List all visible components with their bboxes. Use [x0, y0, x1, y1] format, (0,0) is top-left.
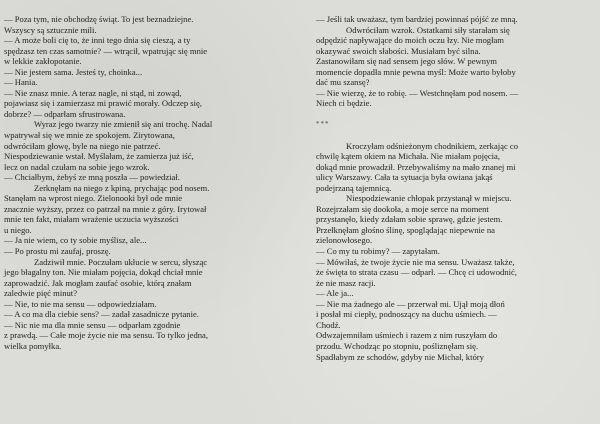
text-line: wielka pomyłka.	[4, 340, 62, 351]
text-line: znacznie wyższy, przez co patrzał na mnie z góry. Irytował	[4, 203, 207, 214]
text-line: u niego.	[4, 224, 32, 235]
text-line: — Jeśli tak uważasz, tym bardziej powinnaś pójść ze mną.	[316, 14, 518, 24]
text-line: Zastanowiłam się nad sensem jego słów. W pewnym	[316, 56, 497, 67]
text-line: — Hania.	[4, 77, 38, 88]
section-break: ***	[316, 120, 330, 129]
text-line: przystanęło, kiedy zdałam sobie sprawę, gdzie jestem.	[316, 214, 503, 225]
text-line: Niech ci będzie.	[316, 98, 372, 109]
text-line: dobrze? — odparłam sfrustrowana.	[4, 108, 126, 119]
text-line: Zadziwił mnie. Poczułam ukłucie w sercu, słysząc	[34, 256, 208, 267]
text-line: — A może boli cię to, że inni tego dnia się cieszą, a ty	[4, 35, 191, 46]
text-line: dać mu szansę?	[316, 77, 370, 88]
text-line: przodu. Wchodząc po stopniu, pośliznęłam się.	[316, 340, 479, 351]
text-line: Niespodziewanie chłopak przystanął w miejscu.	[346, 193, 512, 204]
text-line: — Mówiłaś, że twoje życie nie ma sensu. Uważasz także,	[316, 256, 515, 267]
text-line: Odwróciłam wzrok. Ostatkami siły starałam się	[346, 24, 510, 35]
text-line: że święta to strata czasu — odparł. — Chcę ci udowodnić,	[316, 267, 517, 278]
text-line: — Nic nie ma dla mnie sensu — odparłam zgodnie	[4, 319, 181, 330]
text-line: — Poza tym, nie obchodzę świąt. To jest beznadziejne.	[4, 14, 194, 24]
text-line: Chodź.	[316, 319, 341, 330]
text-line: z prawdą. — Całe moje życie nie ma sensu. To tylko jedna,	[4, 330, 208, 341]
text-line: w lekkie zakłopotanie.	[4, 56, 82, 67]
text-line: Niespodziewanie wstał. Myślałam, że zamierza już iść,	[4, 151, 194, 162]
text-line: wpatrywał się we mnie ze spokojem. Zirytowana,	[4, 130, 175, 141]
text-line: — Nie znasz mnie. A teraz nagle, ni stąd, ni zowąd,	[4, 87, 182, 98]
text-line: Zerknęłam na niego z kpiną, prychając pod nosem.	[34, 182, 210, 193]
text-line: — Chciałbym, żebyś ze mną poszła — powiedział.	[4, 172, 180, 183]
text-line: momencie dopadła mnie pewna myśl: Może warto byłoby	[316, 66, 516, 77]
text-line: odpędzić napływające do moich oczu łzy. Nie mogłam	[316, 35, 504, 46]
text-line: zielonowłosego.	[316, 235, 373, 246]
text-line: — Po prostu mi zaufaj, proszę.	[4, 246, 111, 257]
text-line: odwróciłam głowę, byle na niego nie patrzeć.	[4, 140, 161, 151]
text-line: chwilę kątem okiem na Michała. Nie miałam pojęcia,	[316, 151, 500, 162]
text-line: spędzasz ten czas samotnie? — wtrącił, wpatrując się mnie	[4, 45, 208, 56]
text-line: i posłał mi ciepły, podnoszący na duchu uśmiech. —	[316, 309, 497, 320]
text-line: że nie masz racji.	[316, 277, 376, 288]
text-line: Stanęłam na wprost niego. Zielonooki był ode mnie	[4, 193, 183, 204]
text-line: dokąd mnie prowadził. Przebywaliśmy na mało znanej mi	[316, 161, 516, 172]
text-line: — Nie jestem sama. Jesteś ty, choinka...	[4, 66, 143, 77]
text-line: zaledwie pięć minut?	[4, 288, 78, 299]
text-line: mnie ten fakt, miałam wrażenie uczucia wyższości	[4, 214, 179, 225]
text-line: pojawiasz się i zamierzasz mi prawić morały. Odczep się,	[4, 98, 202, 109]
text-line: ulicy Warszawy. Cała ta sytuacja była owiana jakąś	[316, 172, 493, 183]
text-line: podejrzaną tajemnicą.	[316, 182, 392, 193]
text-line: — Ja nie wiem, co ty sobie myślisz, ale...	[4, 235, 147, 246]
text-line	[316, 109, 596, 120]
text-line: Rozejrzałam się dookoła, a moje serce na moment	[316, 203, 489, 214]
right-page-text	[316, 14, 596, 362]
text-line: okazywać swoich słabości. Musiałam być silna.	[316, 45, 481, 56]
text-line: Kroczyłam odśnieżonym chodnikiem, zerkając co	[346, 140, 519, 151]
text-line: — Nie ma żadnego ale — przerwał mi. Ujął moją dłoń	[316, 298, 505, 309]
text-line: lecz on nadal czułam na sobie jego wzrok.	[4, 161, 150, 172]
text-line: Wyraz jego twarzy nie zmienił się ani trochę. Nadal	[34, 119, 213, 130]
text-line: — Nie wierzę, że to robię. — Westchnęłam pod nosem. —	[316, 87, 519, 98]
text-line	[316, 130, 596, 141]
text-line: — Nie, to nie ma sensu — odpowiedziałam.	[4, 298, 157, 309]
text-line: — A co ma dla ciebie sens? — zadał zasadnicze pytanie.	[4, 309, 199, 320]
text-line: Wszyscy są sztucznie mili.	[4, 24, 97, 35]
text-line: zaprowadzić. Jak mogłam zaufać osobie, którą znałam	[4, 277, 192, 288]
text-line: — Ale ja...	[316, 288, 354, 299]
text-line: Przełknęłam głośno ślinę, spoglądając niepewnie na	[316, 224, 495, 235]
text-line: Spadłabym ze schodów, gdyby nie Michał, który	[316, 351, 484, 362]
text-line: jego błagalny ton. Nie miałam pojęcia, dokąd chciał mnie	[4, 267, 203, 278]
left-page-text	[4, 14, 296, 352]
text-line: Odwzajemniłam uśmiech i razem z nim ruszyłam do	[316, 330, 498, 341]
text-line: — Co my tu robimy? — zapytałam.	[316, 246, 440, 257]
